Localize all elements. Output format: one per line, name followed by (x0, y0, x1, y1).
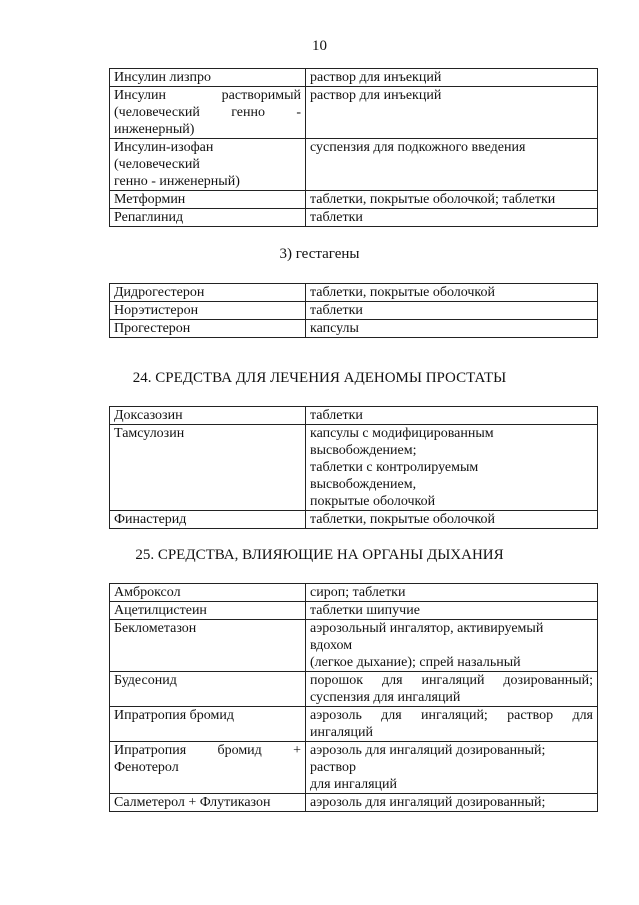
drug-form: аэрозоль для ингаляций; раствор для ингаляций (306, 707, 598, 742)
table-row (110, 284, 598, 302)
table-row (110, 425, 598, 511)
drug-form: суспензия для подкожного введения (306, 139, 598, 191)
section-heading-25: 25. СРЕДСТВА, ВЛИЯЮЩИЕ НА ОРГАНЫ ДЫХАНИЯ (135, 547, 504, 563)
page-number: 10 (312, 38, 327, 54)
drug-form: капсулы с модифицированным высвобождением; таблетки с контролируемым высвобождением, покрытые оболочкой (306, 425, 598, 511)
drug-form: капсулы (306, 320, 598, 338)
drug-form: таблетки (306, 209, 598, 227)
drug-form: таблетки шипучие (306, 602, 598, 620)
table-row (110, 191, 598, 209)
table-row (110, 407, 598, 425)
drug-name: Репаглинид (110, 209, 306, 227)
drug-name: Дидрогестерон (110, 284, 306, 302)
table-row (110, 602, 598, 620)
drug-form: таблетки (306, 407, 598, 425)
drug-form: таблетки, покрытые оболочкой; таблетки (306, 191, 598, 209)
drug-name: Прогестерон (110, 320, 306, 338)
drug-name: Будесонид (110, 672, 306, 707)
table-row (110, 320, 598, 338)
table-row (110, 620, 598, 672)
gestagens-table (109, 283, 598, 338)
table-row (110, 584, 598, 602)
drug-name: Инсулин растворимый (человеческий генно - инженерный) (110, 87, 306, 139)
drug-form: таблетки, покрытые оболочкой (306, 511, 598, 529)
drug-form: сироп; таблетки (306, 584, 598, 602)
table-row (110, 707, 598, 742)
table-row (110, 87, 598, 139)
drug-form: аэрозоль для ингаляций дозированный; (306, 794, 598, 812)
drug-name: Ипратропия бромид (110, 707, 306, 742)
table-row (110, 742, 598, 794)
table-row (110, 794, 598, 812)
drug-name: Инсулин-изофан (человеческий генно - инженерный) (110, 139, 306, 191)
section-heading-24: 24. СРЕДСТВА ДЛЯ ЛЕЧЕНИЯ АДЕНОМЫ ПРОСТАТЫ (132, 370, 507, 386)
drug-form: таблетки (306, 302, 598, 320)
table-row (110, 302, 598, 320)
table-row (110, 511, 598, 529)
drug-form: раствор для инъекций (306, 87, 598, 139)
drug-form: аэрозольный ингалятор, активируемый вдохом (легкое дыхание); спрей назальный (306, 620, 598, 672)
drug-name: Инсулин лизпро (110, 69, 306, 87)
drug-name: Беклометазон (110, 620, 306, 672)
drug-name: Ацетилцистеин (110, 602, 306, 620)
drug-name: Салметерол + Флутиказон (110, 794, 306, 812)
drug-name: Метформин (110, 191, 306, 209)
insulin-table (109, 68, 598, 227)
table-row (110, 139, 598, 191)
table-row (110, 69, 598, 87)
drug-name: Ипратропия бромид + Фенотерол (110, 742, 306, 794)
drug-form: таблетки, покрытые оболочкой (306, 284, 598, 302)
drug-name: Финастерид (110, 511, 306, 529)
drug-name: Тамсулозин (110, 425, 306, 511)
drug-form: раствор для инъекций (306, 69, 598, 87)
drug-form: аэрозоль для ингаляций дозированный; раствор для ингаляций (306, 742, 598, 794)
drug-name: Норэтистерон (110, 302, 306, 320)
drug-name: Амброксол (110, 584, 306, 602)
drug-name: Доксазозин (110, 407, 306, 425)
drug-form: порошок для ингаляций дозированный; суспензия для ингаляций (306, 672, 598, 707)
table-row (110, 209, 598, 227)
respiratory-table (109, 583, 598, 812)
prostate-table (109, 406, 598, 529)
table-row (110, 672, 598, 707)
section-heading-gestagens: 3) гестагены (279, 246, 360, 262)
